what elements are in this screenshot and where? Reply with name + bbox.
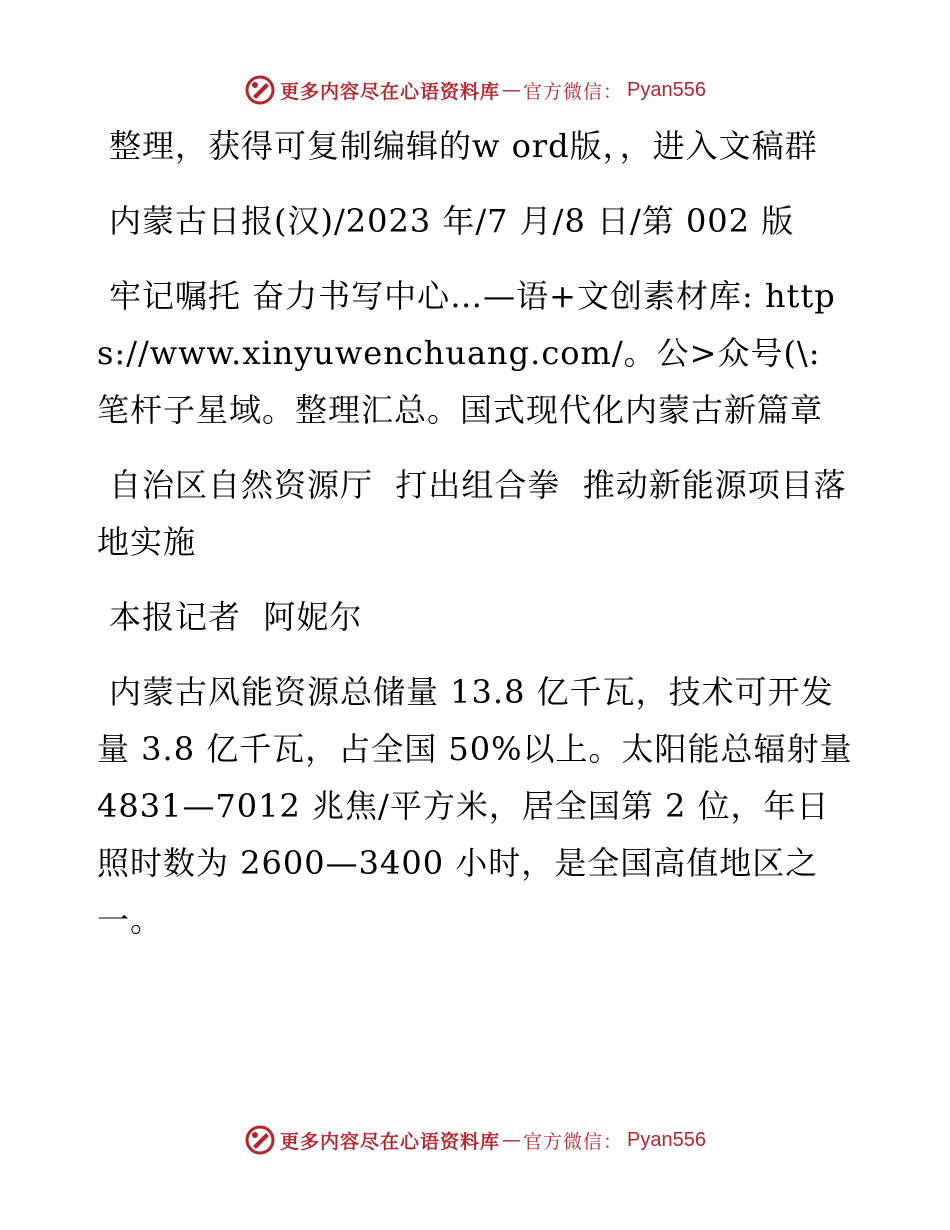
banner-text: 更多内容尽在心语资料库 <box>280 80 501 103</box>
paragraph-body: 内蒙古风能资源总储量 13.8 亿千瓦，技术可开发量 3.8 亿千瓦，占全国 50%以上。太阳能总辐射量 4831—7012 兆焦/平方米，居全国第 2 位，年日照时数为 2600—3400 小时，是全国高值地区之一。 <box>97 673 864 939</box>
paragraph-headline: 牢记嘱托 奋力书写中心…—语+文创素材库: https://www.xinyuwenchuang.com/。公>众号(\: 笔杆子星域。整理汇总。国式现代化内蒙古新篇章 <box>97 277 836 429</box>
brand-logo-icon <box>244 74 276 106</box>
footer-banner <box>0 1122 950 1158</box>
banner-wechat-id: Pyan556 <box>627 1128 706 1151</box>
paragraph-subheadline: 自治区自然资源厅 打出组合拳 推动新能源项目落地实施 <box>97 466 847 561</box>
document-body <box>97 118 864 949</box>
banner-separator: — <box>502 79 522 101</box>
banner-wechat-label: 官方微信： <box>523 1130 624 1153</box>
banner-wechat-label: 官方微信： <box>523 80 624 103</box>
header-banner <box>0 72 950 108</box>
paragraph-notice: 整理，获得可复制编辑的w ord版，，进入文稿群 <box>109 127 818 165</box>
banner-separator: — <box>502 1129 522 1151</box>
banner-wechat-id: Pyan556 <box>627 78 706 101</box>
paragraph-source: 内蒙古日报(汉)/2023 年/7 月/8 日/第 002 版 <box>109 202 795 240</box>
banner-text: 更多内容尽在心语资料库 <box>280 1130 501 1153</box>
brand-logo-icon <box>244 1124 276 1156</box>
paragraph-byline: 本报记者 阿妮尔 <box>109 598 363 636</box>
